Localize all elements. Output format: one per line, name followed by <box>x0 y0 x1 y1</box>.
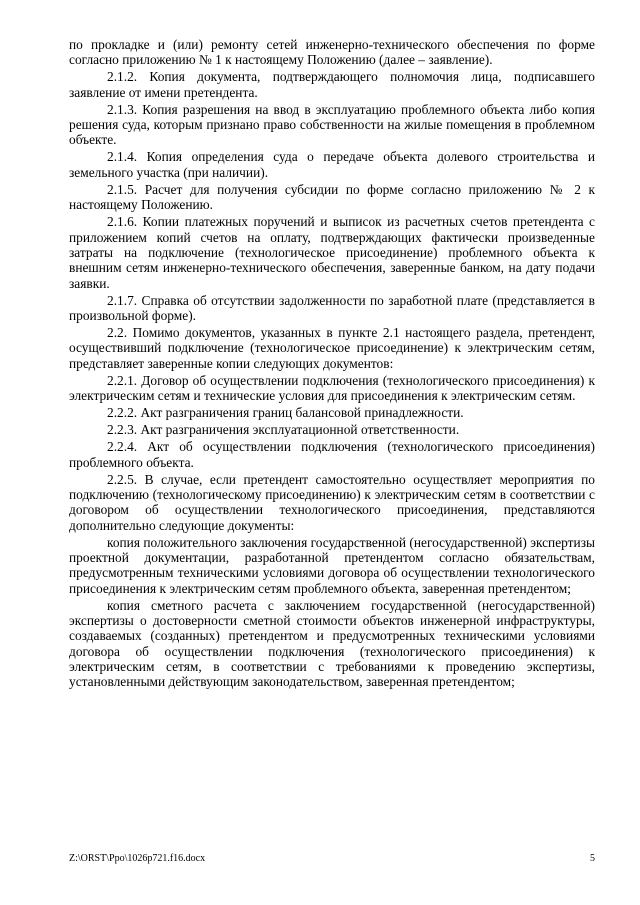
paragraph: копия положительного заключения государственной (негосударственной) экспертизы проектной документации, разработанной претендентом согласно обязательствам, предусмотренным техническими условиями договора об осуществлении технологического присоединения к электрическим сетям проблемного объекта, заверенная претендентом; <box>69 534 595 596</box>
paragraph: копия сметного расчета с заключением государственной (негосударственной) экспертизы о достоверности сметной стоимости объектов инженерной инфраструктуры, создаваемых (созданных) претендентом и предусмотренных техническими условиями договора об осуществлении подключения (технологического присоединения) к электрическим сетям, в соответствии с требованиями к проведению экспертизы, установленными действующим законодательством, заверенная претендентом; <box>69 597 595 690</box>
paragraph: 2.1.5. Расчет для получения субсидии по форме согласно приложению № 2 к настоящему Положению. <box>69 181 595 213</box>
paragraph: 2.2.2. Акт разграничения границ балансовой принадлежности. <box>107 405 464 421</box>
paragraph: 2.2. Помимо документов, указанных в пункте 2.1 настоящего раздела, претендент, осуществивший подключение (технологическое присоединение) к электрическим сетям, представляет заверенные копии следующих документов: <box>69 325 595 371</box>
page-number: 5 <box>590 853 595 864</box>
paragraph: 2.2.5. В случае, если претендент самостоятельно осуществляет мероприятия по подключению (технологическому присоединению) к электрическим сетям в соответствии с договором об осуществлении технологического присоединения, представляются дополнительно следующие документы: <box>69 471 595 533</box>
paragraph: 2.2.3. Акт разграничения эксплуатационной ответственности. <box>107 422 460 438</box>
paragraph: 2.1.7. Справка об отсутствии задолженности по заработной плате (представляется в произвольной форме). <box>69 292 595 323</box>
document-body <box>69 37 595 691</box>
footer-file-path: Z:\ORST\Ppo\1026p721.f16.docx <box>69 853 206 864</box>
paragraph: 2.1.3. Копия разрешения на ввод в эксплуатацию проблемного объекта либо копия решения суда, которым признано право собственности на жилые помещения в проблемном объекте. <box>69 101 595 148</box>
paragraph: 2.1.2. Копия документа, подтверждающего полномочия лица, подписавшего заявление от имени претендента. <box>69 69 595 100</box>
paragraph: 2.1.6. Копии платежных поручений и выписок из расчетных счетов претендента с приложением копий счетов на оплату, подтверждающих фактически произведенные затраты на подключение (технологическое присоединение) проблемного объекта к внешним сетям инженерно-технического обеспечения, заверенные банком, на дату подачи заявки. <box>69 214 595 291</box>
paragraph: 2.2.1. Договор об осуществлении подключения (технологического присоединения) к электрическим сетям и технические условия для присоединения к электрическим сетям. <box>69 372 595 404</box>
paragraph: по прокладке и (или) ремонту сетей инженерно-технического обеспечения по форме согласно приложению № 1 к настоящему Положению (далее – заявление). <box>69 37 595 68</box>
paragraph: 2.2.4. Акт об осуществлении подключения (технологического присоединения) проблемного объекта. <box>69 439 595 470</box>
paragraph: 2.1.4. Копия определения суда о передаче объекта долевого строительства и земельного участка (при наличии). <box>69 149 595 180</box>
